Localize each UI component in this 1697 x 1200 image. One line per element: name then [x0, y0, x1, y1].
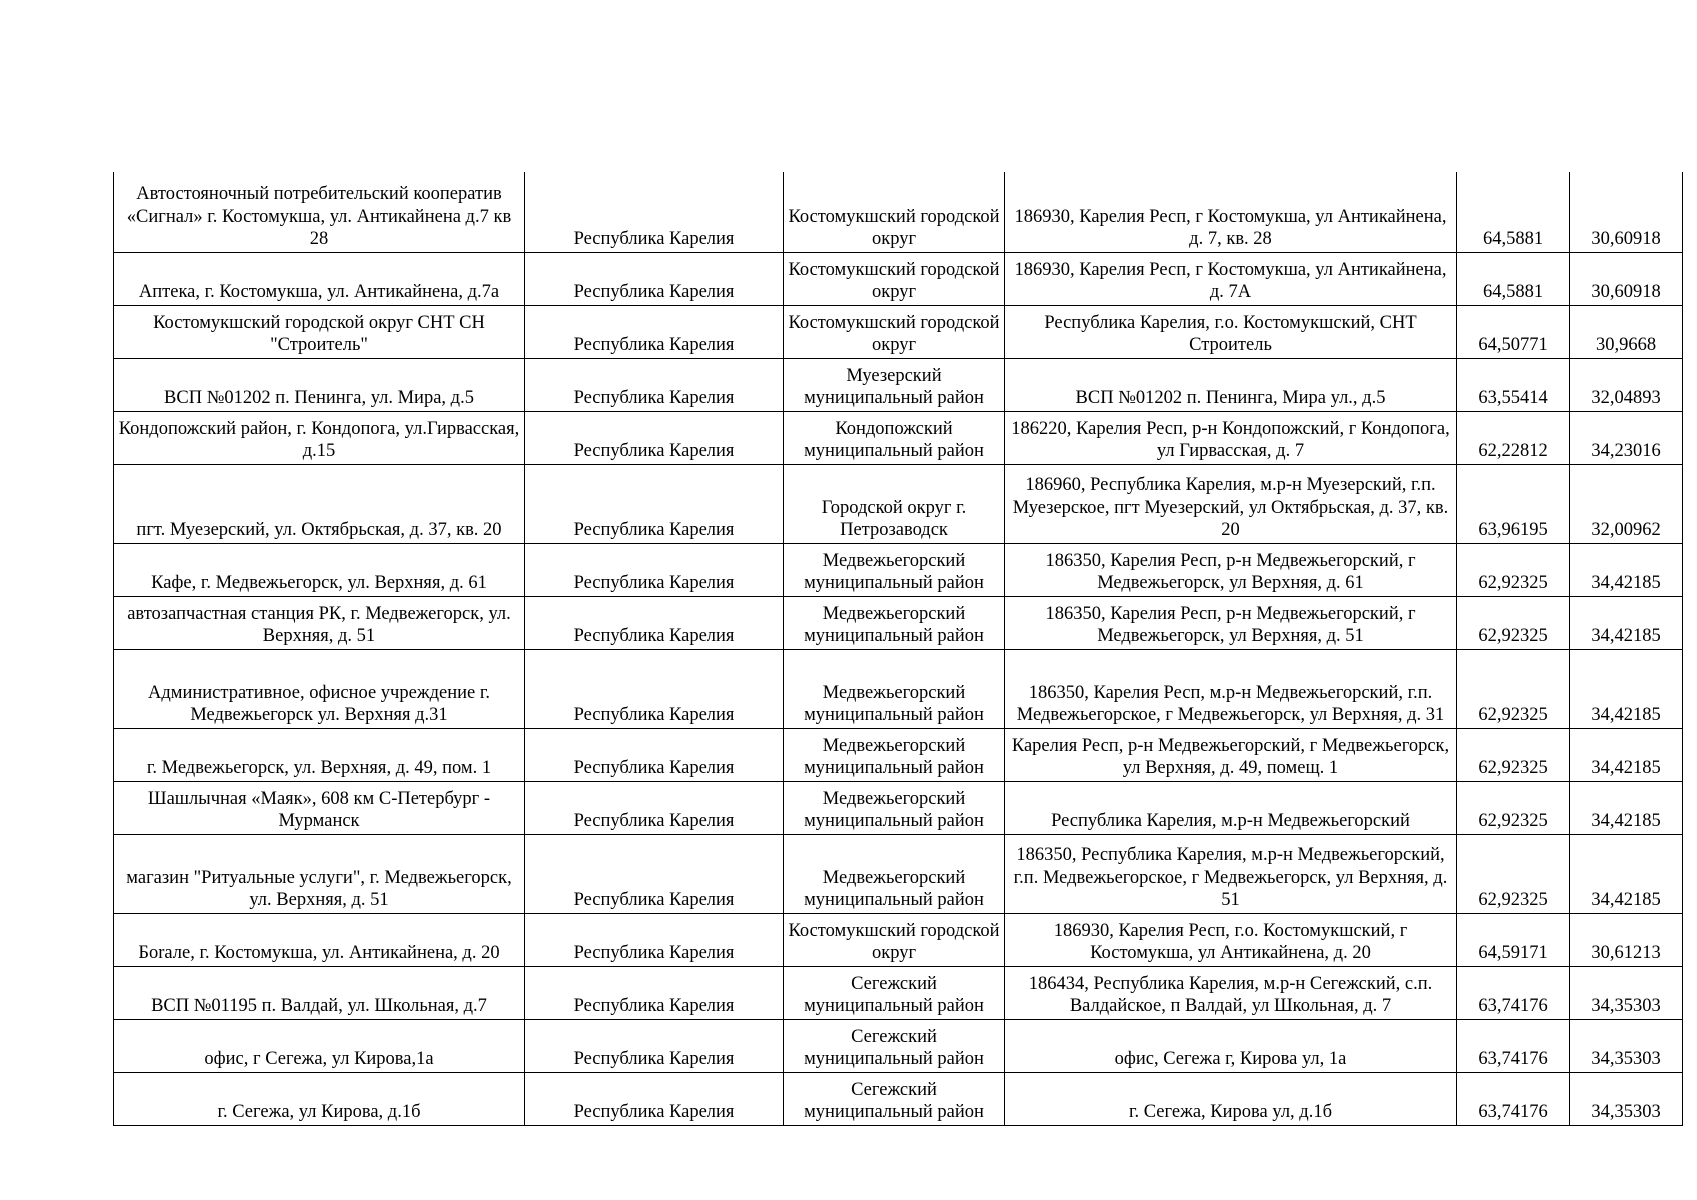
cell-name: Кондопожский район, г. Кондопога, ул.Гирвасская, д.15 [114, 411, 525, 464]
cell-latitude: 62,22812 [1457, 411, 1570, 464]
table-row [114, 1019, 1683, 1072]
cell-latitude: 64,59171 [1457, 913, 1570, 966]
cell-name: г. Сегежа, ул Кирова, д.1б [114, 1072, 525, 1125]
cell-district: Медвежьегорский муниципальный район [784, 834, 1005, 913]
cell-latitude: 62,92325 [1457, 543, 1570, 596]
cell-address: 186960, Республика Карелия, м.р-н Муезерский, г.п. Муезерское, пгт Муезерский, ул Октябрьская, д. 37, кв. 20 [1005, 464, 1457, 543]
cell-latitude: 64,5881 [1457, 172, 1570, 252]
cell-latitude: 63,55414 [1457, 358, 1570, 411]
cell-address: 186350, Республика Карелия, м.р-н Медвежьегорский, г.п. Медвежьегорское, г Медвежьегорск, ул Верхняя, д. 51 [1005, 834, 1457, 913]
table-row [114, 1072, 1683, 1125]
cell-region: Республика Карелия [525, 649, 784, 728]
cell-region: Республика Карелия [525, 834, 784, 913]
cell-region: Республика Карелия [525, 596, 784, 649]
table-row [114, 411, 1683, 464]
cell-name: г. Медвежьегорск, ул. Верхняя, д. 49, пом. 1 [114, 728, 525, 781]
cell-longitude: 34,42185 [1570, 543, 1683, 596]
locations-table [113, 172, 1683, 1126]
cell-region: Республика Карелия [525, 464, 784, 543]
cell-address: 186220, Карелия Респ, р-н Кондопожский, г Кондопога, ул Гирвасская, д. 7 [1005, 411, 1457, 464]
cell-district: Муезерский муниципальный район [784, 358, 1005, 411]
cell-latitude: 63,74176 [1457, 1019, 1570, 1072]
cell-address: 186930, Карелия Респ, г.о. Костомукшский, г Костомукша, ул Антикайнена, д. 20 [1005, 913, 1457, 966]
cell-longitude: 30,9668 [1570, 305, 1683, 358]
cell-longitude: 34,35303 [1570, 1072, 1683, 1125]
cell-address: 186350, Карелия Респ, р-н Медвежьегорский, г Медвежьегорск, ул Верхняя, д. 51 [1005, 596, 1457, 649]
cell-address: 186930, Карелия Респ, г Костомукша, ул Антикайнена, д. 7, кв. 28 [1005, 172, 1457, 252]
cell-district: Сегежский муниципальный район [784, 966, 1005, 1019]
cell-name: Автостояночный потребительский кооператив «Сигнал» г. Костомукша, ул. Антикайнена д.7 кв 28 [114, 172, 525, 252]
cell-longitude: 32,04893 [1570, 358, 1683, 411]
cell-longitude: 34,35303 [1570, 1019, 1683, 1072]
cell-address: Республика Карелия, м.р-н Медвежьегорский [1005, 781, 1457, 834]
cell-longitude: 34,42185 [1570, 596, 1683, 649]
cell-address: Республика Карелия, г.о. Костомукшский, СНТ Строитель [1005, 305, 1457, 358]
cell-longitude: 34,42185 [1570, 781, 1683, 834]
cell-name: Костомукшский городской округ СНТ СН "Строитель" [114, 305, 525, 358]
cell-address: офис, Сегежа г, Кирова ул, 1а [1005, 1019, 1457, 1072]
cell-district: Костомукшский городской округ [784, 252, 1005, 305]
table-body [114, 172, 1683, 1125]
cell-name: Шашлычная «Маяк», 608 км С-Петербург - Мурманск [114, 781, 525, 834]
cell-district: Сегежский муниципальный район [784, 1072, 1005, 1125]
cell-latitude: 64,5881 [1457, 252, 1570, 305]
cell-longitude: 34,42185 [1570, 834, 1683, 913]
cell-region: Республика Карелия [525, 1019, 784, 1072]
cell-longitude: 34,23016 [1570, 411, 1683, 464]
table-row [114, 172, 1683, 252]
cell-longitude: 30,61213 [1570, 913, 1683, 966]
cell-name: Административное, офисное учреждение г. Медвежьегорск ул. Верхняя д.31 [114, 649, 525, 728]
cell-address: Карелия Респ, р-н Медвежьегорский, г Медвежьегорск, ул Верхняя, д. 49, помещ. 1 [1005, 728, 1457, 781]
cell-latitude: 62,92325 [1457, 781, 1570, 834]
cell-name: магазин "Ритуальные услуги", г. Медвежьегорск, ул. Верхняя, д. 51 [114, 834, 525, 913]
cell-latitude: 63,74176 [1457, 1072, 1570, 1125]
cell-latitude: 63,96195 [1457, 464, 1570, 543]
table-row [114, 728, 1683, 781]
cell-region: Республика Карелия [525, 252, 784, 305]
cell-region: Республика Карелия [525, 172, 784, 252]
table-row [114, 781, 1683, 834]
cell-longitude: 34,35303 [1570, 966, 1683, 1019]
cell-address: 186350, Карелия Респ, м.р-н Медвежьегорский, г.п. Медвежьегорское, г Медвежьегорск, ул Верхняя, д. 31 [1005, 649, 1457, 728]
cell-longitude: 30,60918 [1570, 252, 1683, 305]
cell-region: Республика Карелия [525, 781, 784, 834]
cell-name: пгт. Муезерский, ул. Октябрьская, д. 37, кв. 20 [114, 464, 525, 543]
cell-longitude: 30,60918 [1570, 172, 1683, 252]
cell-latitude: 62,92325 [1457, 728, 1570, 781]
cell-name: Кафе, г. Медвежьегорск, ул. Верхняя, д. 61 [114, 543, 525, 596]
cell-district: Костомукшский городской округ [784, 913, 1005, 966]
cell-address: 186930, Карелия Респ, г Костомукша, ул Антикайнена, д. 7А [1005, 252, 1457, 305]
cell-region: Республика Карелия [525, 728, 784, 781]
cell-district: Медвежьегорский муниципальный район [784, 543, 1005, 596]
cell-name: офис, г Сегежа, ул Кирова,1а [114, 1019, 525, 1072]
table-row [114, 649, 1683, 728]
cell-region: Республика Карелия [525, 966, 784, 1019]
cell-longitude: 32,00962 [1570, 464, 1683, 543]
cell-district: Костомукшский городской округ [784, 305, 1005, 358]
cell-latitude: 64,50771 [1457, 305, 1570, 358]
cell-latitude: 62,92325 [1457, 596, 1570, 649]
cell-region: Республика Карелия [525, 358, 784, 411]
cell-name: Бorале, г. Костомукша, ул. Антикайнена, д. 20 [114, 913, 525, 966]
cell-region: Республика Карелия [525, 543, 784, 596]
cell-region: Республика Карелия [525, 913, 784, 966]
cell-district: Сегежский муниципальный район [784, 1019, 1005, 1072]
table-row [114, 252, 1683, 305]
cell-name: ВСП №01202 п. Пенинга, ул. Мира, д.5 [114, 358, 525, 411]
table-row [114, 305, 1683, 358]
cell-region: Республика Карелия [525, 305, 784, 358]
cell-region: Республика Карелия [525, 411, 784, 464]
cell-latitude: 63,74176 [1457, 966, 1570, 1019]
cell-district: Городской округ г. Петрозаводск [784, 464, 1005, 543]
table-row [114, 834, 1683, 913]
cell-name: Аптека, г. Костомукша, ул. Антикайнена, д.7а [114, 252, 525, 305]
cell-district: Медвежьегорский муниципальный район [784, 781, 1005, 834]
cell-address: 186434, Республика Карелия, м.р-н Сегежский, с.п. Валдайское, п Валдай, ул Школьная, д. 7 [1005, 966, 1457, 1019]
cell-address: г. Сегежа, Кирова ул, д.1б [1005, 1072, 1457, 1125]
table-row [114, 966, 1683, 1019]
cell-longitude: 34,42185 [1570, 649, 1683, 728]
table-row [114, 464, 1683, 543]
cell-district: Медвежьегорский муниципальный район [784, 728, 1005, 781]
cell-region: Республика Карелия [525, 1072, 784, 1125]
cell-district: Костомукшский городской округ [784, 172, 1005, 252]
cell-district: Медвежьегорский муниципальный район [784, 649, 1005, 728]
cell-district: Кондопожский муниципальный район [784, 411, 1005, 464]
cell-address: 186350, Карелия Респ, р-н Медвежьегорский, г Медвежьегорск, ул Верхняя, д. 61 [1005, 543, 1457, 596]
cell-address: ВСП №01202 п. Пенинга, Мира ул., д.5 [1005, 358, 1457, 411]
table-row [114, 913, 1683, 966]
cell-latitude: 62,92325 [1457, 649, 1570, 728]
cell-name: ВСП №01195 п. Валдай, ул. Школьная, д.7 [114, 966, 525, 1019]
cell-longitude: 34,42185 [1570, 728, 1683, 781]
table-row [114, 543, 1683, 596]
cell-district: Медвежьегорский муниципальный район [784, 596, 1005, 649]
cell-name: автозапчастная станция РК, г. Медвежегорск, ул. Верхняя, д. 51 [114, 596, 525, 649]
cell-latitude: 62,92325 [1457, 834, 1570, 913]
table-row [114, 596, 1683, 649]
table-row [114, 358, 1683, 411]
